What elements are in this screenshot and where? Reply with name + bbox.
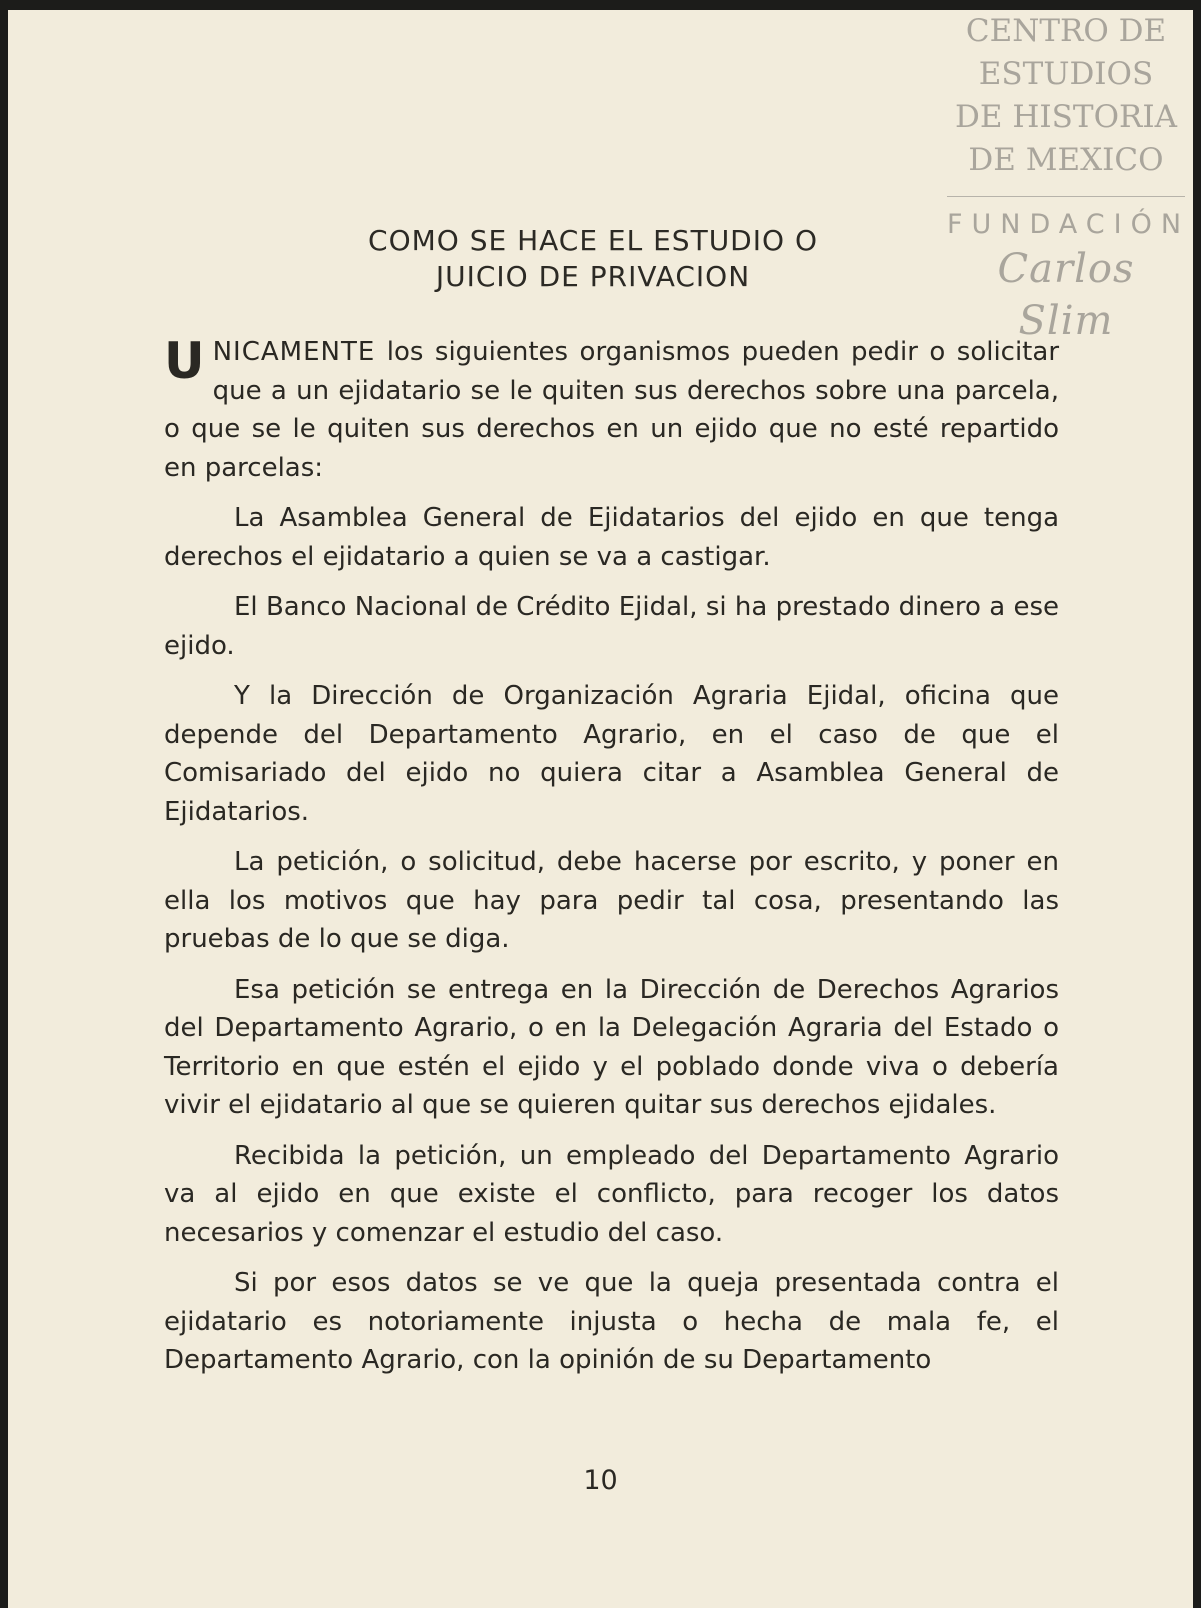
paragraph: Recibida la petición, un empleado del Departamento Agrario va al ejido en que existe el conflicto, para recoger los datos necesarios y comenzar el estudio del caso.: [164, 1140, 1059, 1248]
paragraph-text: los siguientes organismos pueden pedir o solicitar que a un ejidatario se le quiten sus derechos sobre una parcela, o que se le quiten sus derechos en un ejido que no esté repartido en parcelas:: [164, 337, 1060, 483]
paragraph: Esa petición se entrega en la Dirección de Derechos Agrarios del Departamento Agrario, o en la Delegación Agraria del Estado o Territorio en que estén el ejido y el poblado donde viva o debería vivir el ejidatario al que se quieren quitar sus derechos ejidales.: [164, 974, 1059, 1120]
opening-caps: NICAMENTE: [212, 337, 376, 367]
watermark-line: ESTUDIOS: [978, 56, 1154, 92]
watermark-divider: [947, 196, 1185, 197]
title-line: JUICIO DE PRIVACION: [435, 260, 751, 293]
watermark-line: DE HISTORIA: [955, 99, 1177, 135]
title-line: COMO SE HACE EL ESTUDIO O: [368, 224, 818, 257]
paragraph: [164, 333, 1059, 487]
paragraph: Y la Dirección de Organización Agraria Ejidal, oficina que depende del Departamento Agrario, en el caso de que el Comisariado del ejido no quiera citar a Asamblea General de Ejidatarios.: [164, 681, 1059, 827]
paragraph: La Asamblea General de Ejidatarios del ejido en que tenga derechos el ejidatario a quien se va a castigar.: [164, 503, 1059, 572]
watermark-line: DE MEXICO: [968, 142, 1164, 178]
drop-cap: U: [164, 332, 205, 390]
paragraph: Si por esos datos se ve que la queja presentada contra el ejidatario es notoriamente injusta o hecha de mala fe, el Departamento Agrario, con la opinión de su Departamento: [164, 1268, 1059, 1375]
archive-watermark: [947, 10, 1191, 347]
paragraph: El Banco Nacional de Crédito Ejidal, si ha prestado dinero a ese ejido.: [164, 592, 1059, 661]
watermark-line: CENTRO DE: [965, 13, 1167, 49]
page-title: [158, 223, 1028, 295]
paragraph: La petición, o solicitud, debe hacerse por escrito, y poner en ella los motivos que hay para pedir tal cosa, presentando las pruebas de lo que se diga.: [164, 847, 1059, 954]
document-page: [8, 10, 1193, 1608]
watermark-foundation: FUNDACIÓN: [947, 209, 1191, 240]
watermark-signature: Carlos Slim: [997, 246, 1135, 344]
page-number: 10: [583, 1465, 618, 1496]
body-text: [164, 333, 1059, 1392]
